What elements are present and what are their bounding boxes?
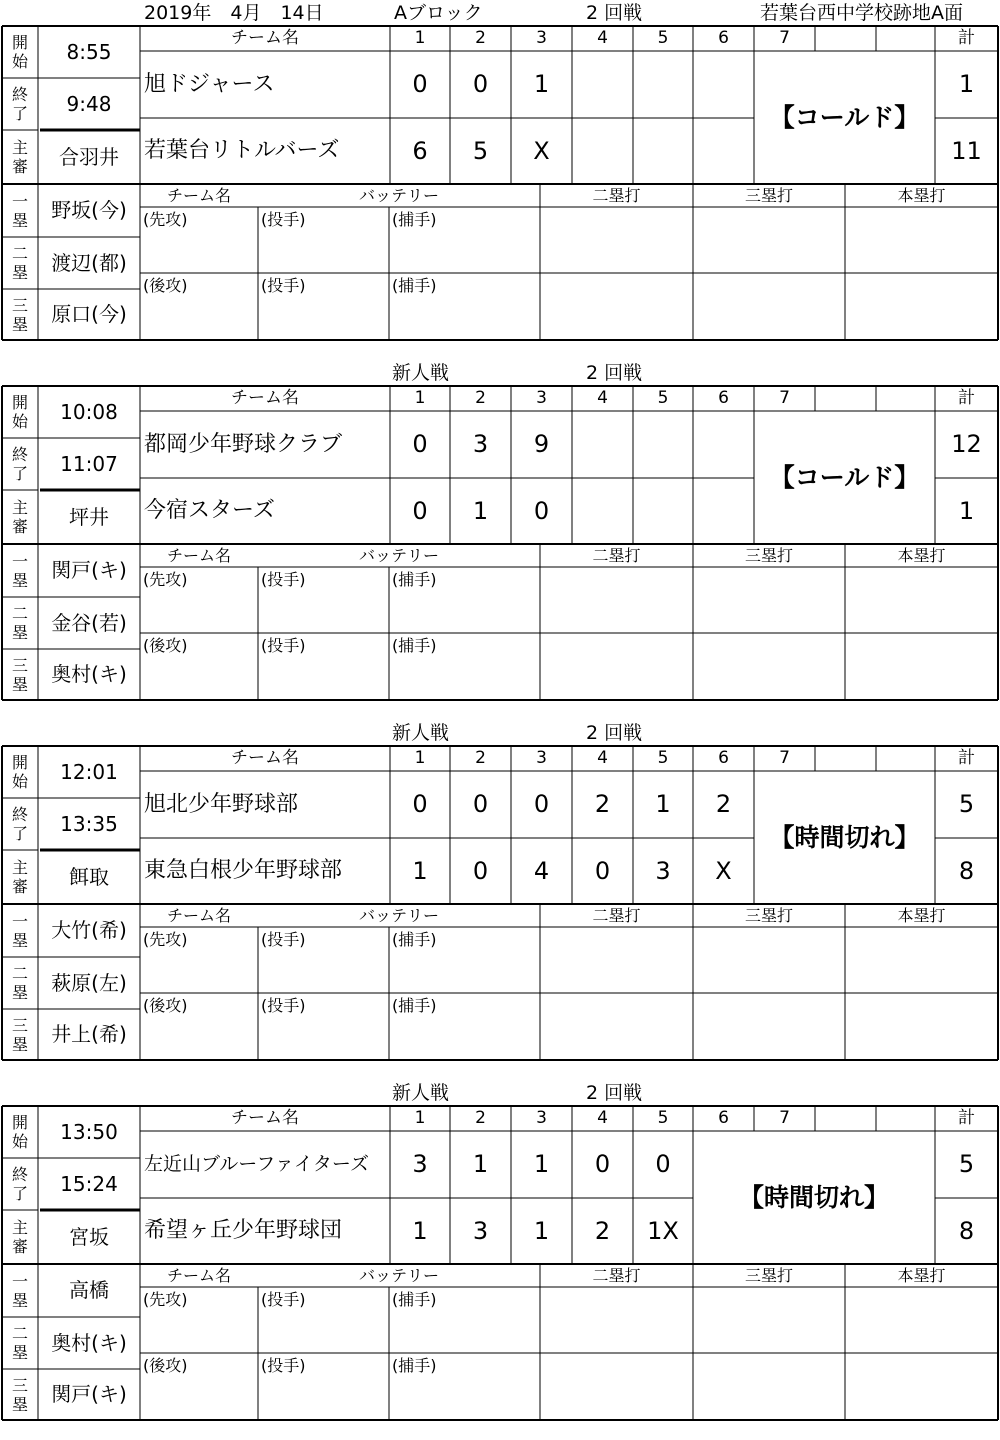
start-label-char: 始 bbox=[11, 772, 28, 791]
game-scorecard bbox=[0, 720, 1000, 1080]
game-scorecard bbox=[0, 1080, 1000, 1440]
end-time: 9:48 bbox=[66, 92, 112, 116]
inning-header: 6 bbox=[718, 1108, 729, 1128]
inning-header: 7 bbox=[779, 1108, 790, 1128]
team2-inning-score: 5 bbox=[472, 137, 489, 165]
double-header: 二塁打 bbox=[592, 186, 641, 205]
end-label-char: 了 bbox=[11, 464, 28, 483]
base3-label bbox=[2, 1016, 38, 1054]
team-name-header: チーム名 bbox=[231, 1108, 299, 1128]
end-time: 15:24 bbox=[60, 1172, 118, 1196]
base2-label bbox=[2, 964, 38, 1002]
homerun-header: 本塁打 bbox=[897, 906, 946, 925]
bottom-team-label: (後攻) bbox=[143, 1356, 188, 1375]
umpire-label-char: 審 bbox=[11, 157, 28, 176]
base2-label-char: 塁 bbox=[11, 263, 28, 282]
start-label-char: 開 bbox=[11, 753, 28, 772]
team1-inning-score: 1 bbox=[533, 1150, 550, 1178]
base2-label-char: 塁 bbox=[11, 983, 28, 1002]
team2-inning-score bbox=[572, 478, 633, 544]
battery-header: バッテリー bbox=[358, 1266, 439, 1285]
base1-label-char: 一 bbox=[11, 551, 28, 571]
base1-label bbox=[2, 1272, 38, 1310]
end-label bbox=[2, 445, 38, 483]
team1-name: 旭ドジャース bbox=[144, 72, 275, 97]
start-time: 12:01 bbox=[60, 760, 118, 784]
umpire-label bbox=[2, 138, 38, 176]
batting-team-header: チーム名 bbox=[166, 906, 231, 925]
double-header: 二塁打 bbox=[592, 1266, 641, 1285]
team1-inning-score: 0 bbox=[655, 1150, 671, 1178]
base2-label-char: 二 bbox=[11, 604, 28, 623]
inning-header: 1 bbox=[414, 388, 426, 408]
inning-header: 7 bbox=[779, 28, 790, 48]
team2-inning-score: 0 bbox=[594, 857, 611, 885]
end-label-char: 了 bbox=[11, 824, 28, 843]
team2-name: 希望ヶ丘少年野球団 bbox=[144, 1218, 343, 1243]
base1-label-char: 塁 bbox=[11, 930, 28, 950]
base2-label-char: 塁 bbox=[11, 1343, 28, 1362]
game-result-note: 【時間切れ】 bbox=[769, 823, 920, 852]
team1-inning-score: 1 bbox=[655, 790, 671, 818]
start-label-char: 始 bbox=[11, 412, 28, 431]
base2-label-char: 二 bbox=[11, 964, 28, 983]
team1-total: 1 bbox=[958, 70, 975, 98]
battery-header: バッテリー bbox=[358, 906, 439, 925]
bottom-pitcher-label: (投手) bbox=[261, 276, 306, 295]
inning-header: 5 bbox=[657, 28, 669, 48]
base3-label-char: 塁 bbox=[11, 1034, 28, 1054]
top-pitcher-label: (投手) bbox=[261, 570, 306, 589]
base1-umpire: 大竹(希) bbox=[51, 918, 127, 942]
header-round: 2 回戦 bbox=[586, 1082, 643, 1104]
base2-label-char: 二 bbox=[11, 1324, 28, 1343]
inning-header: 2 bbox=[475, 388, 486, 408]
end-time: 13:35 bbox=[60, 812, 118, 836]
team1-inning-score bbox=[572, 411, 633, 478]
start-label bbox=[2, 753, 38, 791]
inning-header: 7 bbox=[779, 388, 790, 408]
bottom-catcher-label: (捕手) bbox=[392, 276, 437, 295]
end-label-char: 了 bbox=[11, 104, 28, 123]
start-time: 13:50 bbox=[60, 1120, 118, 1144]
start-label bbox=[2, 393, 38, 431]
umpire-label-char: 審 bbox=[11, 517, 28, 536]
team2-inning-score: 4 bbox=[533, 857, 550, 885]
total-header: 計 bbox=[958, 28, 975, 48]
header-date: 2019年 4月 14日 bbox=[144, 2, 324, 24]
inning-header: 2 bbox=[475, 28, 486, 48]
team1-inning-score: 0 bbox=[412, 790, 428, 818]
game-scorecard bbox=[0, 360, 1000, 720]
end-label-char: 終 bbox=[11, 445, 28, 464]
base2-umpire: 渡辺(都) bbox=[51, 251, 127, 275]
team1-inning-score: 1 bbox=[533, 70, 550, 98]
team1-inning-score: 2 bbox=[594, 790, 611, 818]
umpire-label-char: 主 bbox=[11, 1218, 28, 1237]
base3-label bbox=[2, 1376, 38, 1414]
triple-header: 三塁打 bbox=[744, 1266, 793, 1285]
inning-header: 1 bbox=[414, 28, 426, 48]
base2-umpire: 金谷(若) bbox=[51, 611, 127, 635]
triple-header: 三塁打 bbox=[744, 546, 793, 565]
team1-inning-score: 3 bbox=[472, 430, 489, 458]
team2-inning-score bbox=[572, 118, 633, 184]
inning-header: 4 bbox=[597, 1108, 608, 1128]
bottom-team-label: (後攻) bbox=[143, 996, 188, 1015]
header-round: 2 回戦 bbox=[586, 2, 643, 24]
start-time: 10:08 bbox=[60, 400, 118, 424]
top-catcher-label: (捕手) bbox=[392, 210, 437, 229]
end-label-char: 終 bbox=[11, 85, 28, 104]
umpire-name: 坪井 bbox=[69, 505, 109, 529]
team1-inning-score: 0 bbox=[472, 790, 489, 818]
team2-total: 8 bbox=[958, 857, 975, 885]
top-catcher-label: (捕手) bbox=[392, 1290, 437, 1309]
team2-name: 若葉台リトルバーズ bbox=[144, 138, 340, 163]
team1-inning-score: 2 bbox=[715, 790, 732, 818]
top-pitcher-label: (投手) bbox=[261, 210, 306, 229]
game-result-note: 【時間切れ】 bbox=[738, 1183, 889, 1212]
team2-inning-score: 6 bbox=[412, 137, 428, 165]
bottom-catcher-label: (捕手) bbox=[392, 996, 437, 1015]
team2-inning-score: X bbox=[715, 857, 732, 885]
bottom-pitcher-label: (投手) bbox=[261, 996, 306, 1015]
base3-umpire: 井上(希) bbox=[51, 1022, 127, 1046]
base3-label-char: 三 bbox=[11, 295, 28, 315]
top-pitcher-label: (投手) bbox=[261, 1290, 306, 1309]
team1-inning-score bbox=[693, 411, 754, 478]
team1-name: 旭北少年野球部 bbox=[144, 792, 299, 817]
header-block: 新人戦 bbox=[392, 362, 450, 384]
bottom-pitcher-label: (投手) bbox=[261, 636, 306, 655]
start-label-char: 開 bbox=[11, 33, 28, 52]
top-pitcher-label: (投手) bbox=[261, 930, 306, 949]
triple-header: 三塁打 bbox=[744, 906, 793, 925]
team1-inning-score bbox=[633, 51, 693, 118]
game-result-note: 【コールド】 bbox=[769, 103, 920, 132]
base3-label-char: 塁 bbox=[11, 314, 28, 334]
end-label-char: 終 bbox=[11, 805, 28, 824]
base2-label bbox=[2, 244, 38, 282]
batting-team-header: チーム名 bbox=[166, 546, 231, 565]
base3-label bbox=[2, 656, 38, 694]
base3-label-char: 三 bbox=[11, 1015, 28, 1035]
end-label-char: 終 bbox=[11, 1165, 28, 1184]
team2-inning-score: 3 bbox=[655, 857, 671, 885]
inning-header: 6 bbox=[718, 28, 729, 48]
base1-label bbox=[2, 552, 38, 590]
bottom-catcher-label: (捕手) bbox=[392, 636, 437, 655]
header-block: 新人戦 bbox=[392, 1082, 450, 1104]
game-result-note: 【コールド】 bbox=[769, 463, 920, 492]
team1-total: 12 bbox=[951, 430, 982, 458]
bottom-catcher-label: (捕手) bbox=[392, 1356, 437, 1375]
inning-header: 4 bbox=[597, 28, 608, 48]
start-time: 8:55 bbox=[66, 40, 112, 64]
inning-header: 6 bbox=[718, 748, 729, 768]
team2-inning-score bbox=[633, 478, 693, 544]
base2-label bbox=[2, 1324, 38, 1362]
base3-label-char: 塁 bbox=[11, 1394, 28, 1414]
base1-label-char: 一 bbox=[11, 191, 28, 211]
base3-label-char: 三 bbox=[11, 1375, 28, 1395]
team2-inning-score: 1 bbox=[533, 1217, 550, 1245]
base3-umpire: 原口(今) bbox=[51, 302, 127, 326]
header-round: 2 回戦 bbox=[586, 722, 643, 744]
base1-label-char: 塁 bbox=[11, 210, 28, 230]
umpire-label-char: 主 bbox=[11, 498, 28, 517]
inning-header: 4 bbox=[597, 388, 608, 408]
umpire-label bbox=[2, 498, 38, 536]
team2-total: 8 bbox=[958, 1217, 975, 1245]
inning-header: 3 bbox=[536, 388, 547, 408]
team2-name: 今宿スターズ bbox=[144, 498, 275, 523]
homerun-header: 本塁打 bbox=[897, 1266, 946, 1285]
double-header: 二塁打 bbox=[592, 546, 641, 565]
inning-header: 7 bbox=[779, 748, 790, 768]
start-label-char: 始 bbox=[11, 52, 28, 71]
bottom-pitcher-label: (投手) bbox=[261, 1356, 306, 1375]
top-team-label: (先攻) bbox=[143, 1290, 188, 1309]
team2-inning-score: 0 bbox=[472, 857, 489, 885]
bottom-team-label: (後攻) bbox=[143, 276, 188, 295]
end-label-char: 了 bbox=[11, 1184, 28, 1203]
base3-label-char: 三 bbox=[11, 655, 28, 675]
team2-inning-score: 0 bbox=[412, 497, 428, 525]
umpire-label bbox=[2, 858, 38, 896]
base1-label-char: 塁 bbox=[11, 570, 28, 590]
base2-umpire: 萩原(左) bbox=[51, 971, 127, 995]
base1-label-char: 一 bbox=[11, 911, 28, 931]
umpire-label-char: 審 bbox=[11, 1237, 28, 1256]
team1-name: 都岡少年野球クラブ bbox=[144, 432, 343, 457]
homerun-header: 本塁打 bbox=[897, 186, 946, 205]
team1-inning-score: 9 bbox=[533, 430, 550, 458]
umpire-label bbox=[2, 1218, 38, 1256]
header-round: 2 回戦 bbox=[586, 362, 643, 384]
end-label bbox=[2, 1165, 38, 1203]
batting-team-header: チーム名 bbox=[166, 1266, 231, 1285]
start-label-char: 開 bbox=[11, 393, 28, 412]
team1-total: 5 bbox=[958, 790, 975, 818]
top-team-label: (先攻) bbox=[143, 570, 188, 589]
inning-header: 3 bbox=[536, 748, 547, 768]
inning-header: 6 bbox=[718, 388, 729, 408]
base1-label bbox=[2, 912, 38, 950]
end-time: 11:07 bbox=[60, 452, 118, 476]
start-label bbox=[2, 1113, 38, 1151]
top-catcher-label: (捕手) bbox=[392, 570, 437, 589]
umpire-label-char: 審 bbox=[11, 877, 28, 896]
inning-header: 2 bbox=[475, 1108, 486, 1128]
inning-header: 5 bbox=[657, 388, 669, 408]
team1-inning-score: 0 bbox=[533, 790, 550, 818]
team1-inning-score: 3 bbox=[412, 1150, 428, 1178]
team2-inning-score: 1 bbox=[412, 857, 428, 885]
team1-inning-score bbox=[572, 51, 633, 118]
inning-header: 1 bbox=[414, 748, 426, 768]
umpire-name: 合羽井 bbox=[59, 145, 119, 169]
team2-inning-score bbox=[633, 118, 693, 184]
total-header: 計 bbox=[958, 1108, 975, 1128]
top-team-label: (先攻) bbox=[143, 930, 188, 949]
team2-inning-score: X bbox=[533, 137, 550, 165]
double-header: 二塁打 bbox=[592, 906, 641, 925]
team2-total: 1 bbox=[958, 497, 975, 525]
header-block: 新人戦 bbox=[392, 722, 450, 744]
triple-header: 三塁打 bbox=[744, 186, 793, 205]
team1-name: 左近山ブルーファイターズ bbox=[144, 1153, 369, 1175]
team1-inning-score: 0 bbox=[594, 1150, 611, 1178]
start-label-char: 開 bbox=[11, 1113, 28, 1132]
game-scorecard bbox=[0, 0, 1000, 360]
team1-inning-score: 0 bbox=[412, 70, 428, 98]
team2-inning-score: 0 bbox=[533, 497, 550, 525]
team2-inning-score: 3 bbox=[472, 1217, 489, 1245]
start-label-char: 始 bbox=[11, 1132, 28, 1151]
team-name-header: チーム名 bbox=[231, 28, 299, 48]
base3-label bbox=[2, 296, 38, 334]
base1-label bbox=[2, 192, 38, 230]
bottom-team-label: (後攻) bbox=[143, 636, 188, 655]
team2-inning-score: 1 bbox=[412, 1217, 428, 1245]
inning-header: 3 bbox=[536, 28, 547, 48]
team1-inning-score bbox=[633, 411, 693, 478]
base2-umpire: 奥村(キ) bbox=[51, 1331, 127, 1355]
team2-total: 11 bbox=[951, 137, 982, 165]
team1-inning-score bbox=[693, 51, 754, 118]
base1-umpire: 関戸(キ) bbox=[51, 558, 127, 582]
base3-umpire: 関戸(キ) bbox=[51, 1382, 127, 1406]
battery-header: バッテリー bbox=[358, 186, 439, 205]
base1-label-char: 塁 bbox=[11, 1290, 28, 1310]
batting-team-header: チーム名 bbox=[166, 186, 231, 205]
team2-inning-score bbox=[693, 478, 754, 544]
end-label bbox=[2, 85, 38, 123]
base2-label-char: 塁 bbox=[11, 623, 28, 642]
end-label bbox=[2, 805, 38, 843]
team-name-header: チーム名 bbox=[231, 748, 299, 768]
base1-umpire: 野坂(今) bbox=[51, 198, 127, 222]
start-label bbox=[2, 33, 38, 71]
total-header: 計 bbox=[958, 748, 975, 768]
inning-header: 2 bbox=[475, 748, 486, 768]
top-team-label: (先攻) bbox=[143, 210, 188, 229]
umpire-name: 宮坂 bbox=[69, 1225, 109, 1249]
inning-header: 5 bbox=[657, 748, 669, 768]
inning-header: 5 bbox=[657, 1108, 669, 1128]
umpire-label-char: 主 bbox=[11, 138, 28, 157]
homerun-header: 本塁打 bbox=[897, 546, 946, 565]
team1-inning-score: 0 bbox=[472, 70, 489, 98]
umpire-name: 餌取 bbox=[69, 865, 109, 889]
umpire-label-char: 主 bbox=[11, 858, 28, 877]
battery-header: バッテリー bbox=[358, 546, 439, 565]
header-venue: 若葉台西中学校跡地A面 bbox=[760, 2, 963, 24]
base1-umpire: 高橋 bbox=[69, 1278, 109, 1302]
team-name-header: チーム名 bbox=[231, 388, 299, 408]
top-catcher-label: (捕手) bbox=[392, 930, 437, 949]
base1-label-char: 一 bbox=[11, 1271, 28, 1291]
header-block: Aブロック bbox=[394, 2, 483, 24]
team1-inning-score: 1 bbox=[472, 1150, 489, 1178]
base2-label-char: 二 bbox=[11, 244, 28, 263]
inning-header: 4 bbox=[597, 748, 608, 768]
team2-name: 東急白根少年野球部 bbox=[144, 858, 343, 883]
team1-total: 5 bbox=[958, 1150, 975, 1178]
base3-label-char: 塁 bbox=[11, 674, 28, 694]
base3-umpire: 奥村(キ) bbox=[51, 662, 127, 686]
team2-inning-score: 1X bbox=[647, 1217, 679, 1245]
team1-inning-score: 0 bbox=[412, 430, 428, 458]
team2-inning-score bbox=[693, 118, 754, 184]
base2-label bbox=[2, 604, 38, 642]
total-header: 計 bbox=[958, 388, 975, 408]
inning-header: 1 bbox=[414, 1108, 426, 1128]
team2-inning-score: 1 bbox=[472, 497, 489, 525]
inning-header: 3 bbox=[536, 1108, 547, 1128]
team2-inning-score: 2 bbox=[594, 1217, 611, 1245]
